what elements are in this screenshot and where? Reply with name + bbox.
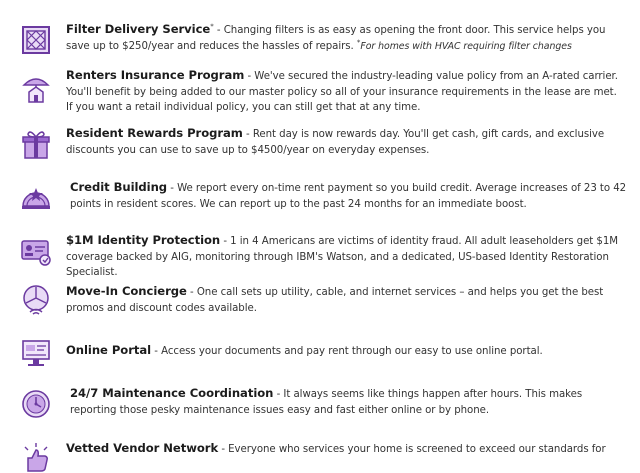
service-title: Credit Building	[70, 180, 168, 194]
service-description: We report every on-time rent payment so you build credit. Average increases of 23 to 42 points in resident scores. We can report up to the past 24 months for an immediate boost.	[70, 183, 627, 210]
service-description: Changing filters is as easy as opening the front door. This service helps you save up to $250/year and reduces the hassles of repairs.	[66, 25, 606, 52]
service-title: Renters Insurance Program	[66, 68, 245, 82]
title-asterisk: *	[210, 22, 214, 31]
separator: -	[273, 389, 284, 400]
separator: -	[186, 287, 197, 298]
gift-box-icon	[20, 128, 52, 160]
monitor-portal-icon	[20, 337, 52, 369]
thumbs-up-icon	[20, 441, 52, 473]
service-description: One call sets up utility, cable, and internet services – and helps you get the best promos and discount codes available.	[66, 287, 604, 314]
concierge-wifi-icon	[20, 284, 52, 316]
service-note: For homes with HVAC requiring filter changes	[360, 40, 572, 52]
service-title: Resident Rewards Program	[66, 126, 243, 140]
service-title: Online Portal	[66, 343, 152, 357]
service-description: Everyone who services your home is screened to exceed our standards for	[228, 444, 606, 455]
service-title: $1M Identity Protection	[66, 233, 221, 247]
credit-gauge-icon	[20, 182, 52, 214]
separator: -	[244, 71, 255, 82]
service-description: Rent day is now rewards day. You'll get cash, gift cards, and exclusive discounts you can use to save up to $4500/year on everyday expenses.	[66, 129, 605, 156]
service-description: It always seems like things happen after hours. This makes reporting those pesky maintenance issues easy and fast either online or by phone.	[70, 389, 583, 416]
separator: -	[220, 236, 231, 247]
service-description: We've secured the industry-leading value policy from an A-rated carrier. You'll benefit by being added to our master policy so all of your insurance requirements in the lease are met. If you want a retail individual policy, you can still get that at any time.	[66, 71, 618, 113]
separator: -	[213, 25, 224, 36]
separator: -	[167, 183, 178, 194]
service-description: Access your documents and pay rent through our easy to use online portal.	[161, 346, 543, 357]
umbrella-house-icon	[20, 72, 52, 104]
id-card-icon	[20, 235, 52, 267]
service-title: Filter Delivery Service	[66, 22, 211, 36]
clock-24-icon	[20, 388, 52, 420]
service-title: Vetted Vendor Network	[66, 441, 219, 455]
filter-grid-icon	[20, 24, 52, 56]
service-description: 1 in 4 Americans are victims of identity fraud. All adult leaseholders get $1M coverage backed by AIG, monitoring through IBM's Watson, and a dedicated, US-based Identity Restoration Specialist.	[66, 236, 619, 278]
service-title: Move-In Concierge	[66, 284, 187, 298]
service-title: 24/7 Maintenance Coordination	[70, 386, 274, 400]
separator: -	[151, 346, 162, 357]
separator: -	[242, 129, 253, 140]
note-asterisk: *	[356, 38, 361, 47]
separator: -	[218, 444, 229, 455]
